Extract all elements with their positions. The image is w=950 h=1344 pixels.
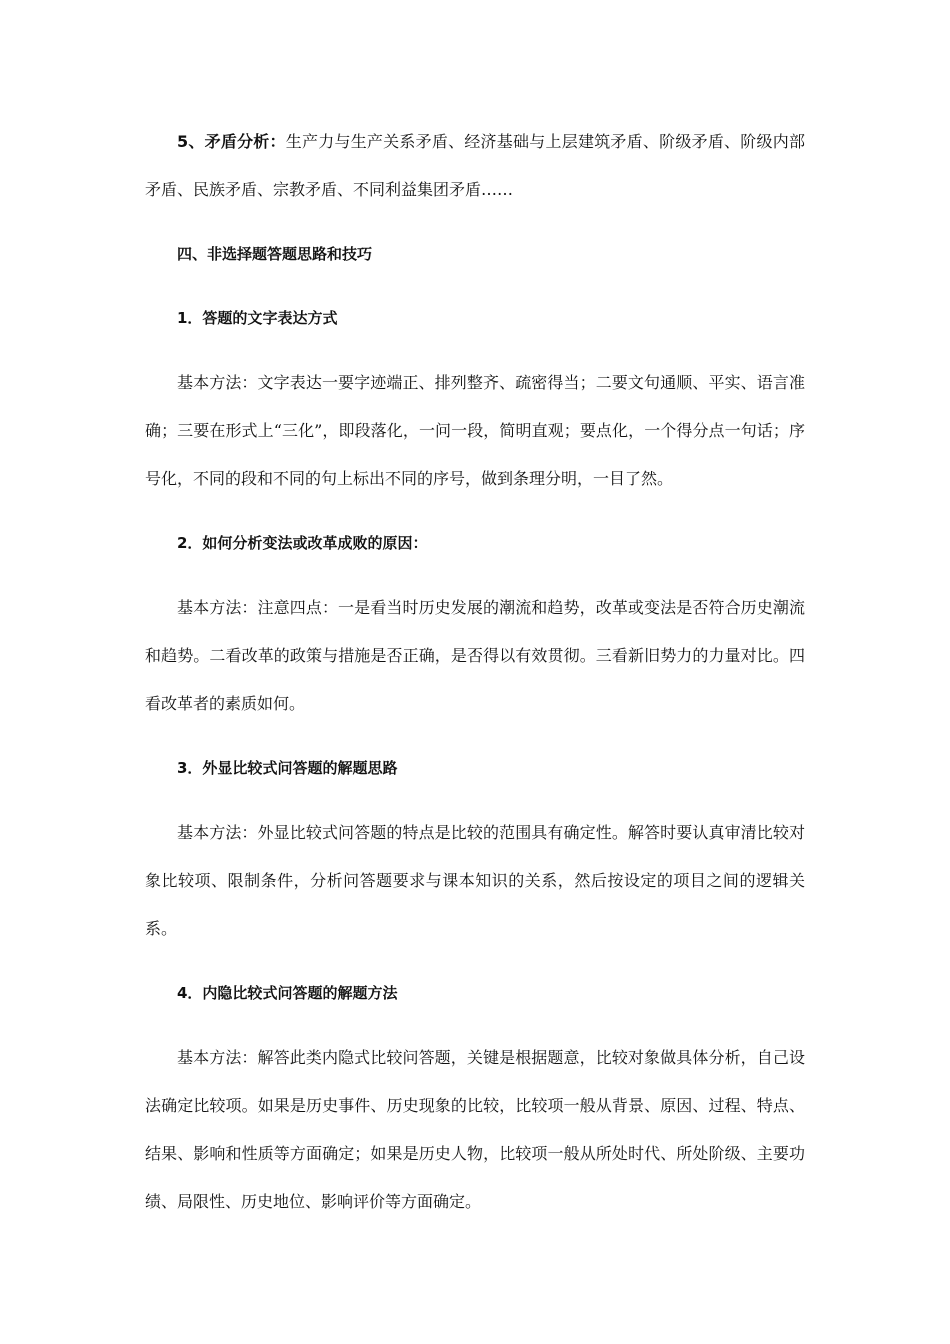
item-2-body: 基本方法：注意四点：一是看当时历史发展的潮流和趋势，改革或变法是否符合历史潮流和趋势。二看改革的政策与措施是否正确，是否得以有效贯彻。三看新旧势力的力量对比。四看改革者的素质如何。 (145, 598, 805, 713)
section-5-paragraph (145, 118, 805, 214)
item-4-body: 基本方法：解答此类内隐式比较问答题，关键是根据题意，比较对象做具体分析，自己设法确定比较项。如果是历史事件、历史现象的比较，比较项一般从背景、原因、过程、特点、结果、影响和性质等方面确定；如果是历史人物，比较项一般从所处时代、所处阶级、主要功绩、局限性、历史地位、影响评价等方面确定。 (145, 1048, 805, 1211)
document-content (145, 118, 805, 1226)
item-2-heading: 2．如何分析变法或改革成败的原因： (177, 534, 428, 552)
section-5-text: 生产力与生产关系矛盾、经济基础与上层建筑矛盾、阶级矛盾、阶级内部矛盾、民族矛盾、宗教矛盾、不同利益集团矛盾…… (145, 132, 805, 199)
item-1-body: 基本方法：文字表达一要字迹端正、排列整齐、疏密得当；二要文句通顺、平实、语言准确；三要在形式上“三化”，即段落化，一问一段，简明直观；要点化，一个得分点一句话；序号化，不同的段和不同的句上标出不同的序号，做到条理分明，一目了然。 (145, 373, 805, 488)
part-4-title: 四、非选择题答题思路和技巧 (177, 245, 373, 263)
item-3-heading: 3．外显比较式问答题的解题思路 (177, 759, 398, 777)
item-3-body: 基本方法：外显比较式问答题的特点是比较的范围具有确定性。解答时要认真审清比较对象比较项、限制条件，分析问答题要求与课本知识的关系，然后按设定的项目之间的逻辑关系。 (145, 823, 805, 938)
item-1-heading: 1．答题的文字表达方式 (177, 309, 338, 327)
section-5-lead: 5、矛盾分析： (177, 132, 286, 151)
item-4-heading: 4．内隐比较式问答题的解题方法 (177, 984, 398, 1002)
